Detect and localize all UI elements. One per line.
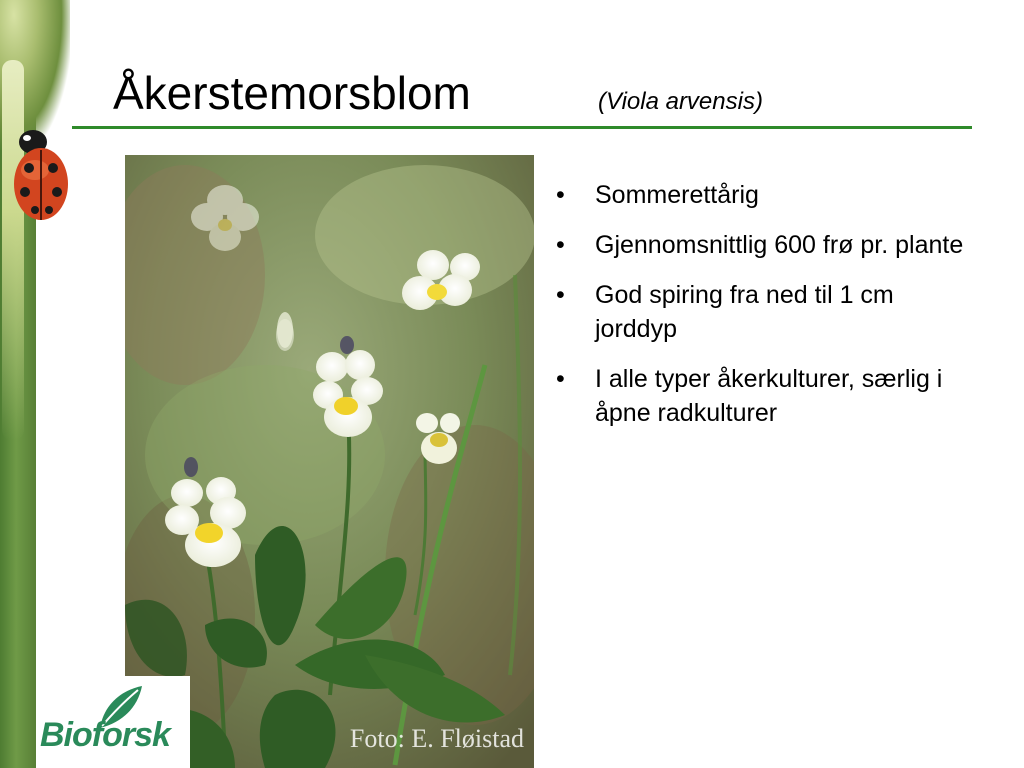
- latin-name: (Viola arvensis): [598, 88, 763, 115]
- bullet-marker: •: [556, 181, 565, 209]
- photo-credit: Foto: E. Fløistad: [349, 724, 524, 753]
- bullet-marker: •: [556, 365, 565, 393]
- bullet-list: [556, 178, 976, 446]
- ladybug-icon: [5, 112, 71, 224]
- bullet-marker: •: [556, 231, 565, 259]
- list-item: [556, 278, 976, 346]
- bullet-text: I alle typer åkerkulturer, særlig i åpne radkulturer: [595, 365, 943, 427]
- logo-text: Bioforsk: [40, 716, 170, 754]
- list-item: [556, 178, 976, 212]
- bullet-text: Gjennomsnittlig 600 frø pr. plante: [595, 231, 964, 259]
- page-title: Åkerstemorsblom: [113, 67, 471, 119]
- list-item: [556, 362, 976, 430]
- bioforsk-logo: [36, 676, 190, 768]
- list-item: [556, 228, 976, 262]
- bullet-text: Sommerettårig: [595, 181, 759, 209]
- bullet-marker: •: [556, 281, 565, 309]
- bullet-text: God spiring fra ned til 1 cm jorddyp: [595, 281, 894, 343]
- title-divider: [72, 126, 972, 129]
